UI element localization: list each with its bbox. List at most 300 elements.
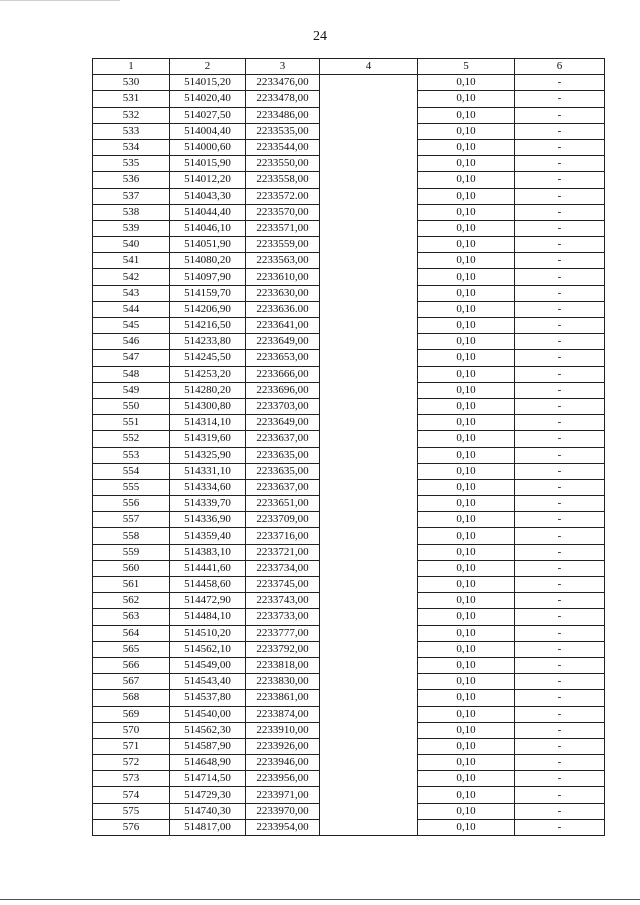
x-coordinate-cell: 514441,60 <box>170 560 246 576</box>
x-coordinate-cell: 514472,90 <box>170 593 246 609</box>
x-coordinate-cell: 514159,70 <box>170 285 246 301</box>
value-cell: 0,10 <box>418 220 515 236</box>
dash-cell: - <box>515 204 605 220</box>
column-4-cell <box>320 593 418 609</box>
column-header: 1 <box>93 59 170 75</box>
y-coordinate-cell: 2233745,00 <box>246 577 320 593</box>
point-number-cell: 550 <box>93 398 170 414</box>
point-number-cell: 559 <box>93 544 170 560</box>
y-coordinate-cell: 2233630,00 <box>246 285 320 301</box>
x-coordinate-cell: 514729,30 <box>170 787 246 803</box>
y-coordinate-cell: 2233956,00 <box>246 771 320 787</box>
table-row <box>93 350 605 366</box>
dash-cell: - <box>515 107 605 123</box>
y-coordinate-cell: 2233572.00 <box>246 188 320 204</box>
table-row <box>93 398 605 414</box>
value-cell: 0,10 <box>418 447 515 463</box>
value-cell: 0,10 <box>418 431 515 447</box>
point-number-cell: 570 <box>93 722 170 738</box>
x-coordinate-cell: 514206,90 <box>170 301 246 317</box>
column-4-cell <box>320 512 418 528</box>
dash-cell: - <box>515 690 605 706</box>
x-coordinate-cell: 514015,90 <box>170 156 246 172</box>
dash-cell: - <box>515 803 605 819</box>
table-row <box>93 285 605 301</box>
dash-cell: - <box>515 447 605 463</box>
value-cell: 0,10 <box>418 172 515 188</box>
x-coordinate-cell: 514044,40 <box>170 204 246 220</box>
x-coordinate-cell: 514245,50 <box>170 350 246 366</box>
y-coordinate-cell: 2233861,00 <box>246 690 320 706</box>
y-coordinate-cell: 2233550,00 <box>246 156 320 172</box>
value-cell: 0,10 <box>418 123 515 139</box>
column-4-cell <box>320 577 418 593</box>
table-row <box>93 803 605 819</box>
y-coordinate-cell: 2233734,00 <box>246 560 320 576</box>
x-coordinate-cell: 514648,90 <box>170 755 246 771</box>
value-cell: 0,10 <box>418 318 515 334</box>
value-cell: 0,10 <box>418 738 515 754</box>
dash-cell: - <box>515 75 605 91</box>
y-coordinate-cell: 2233721,00 <box>246 544 320 560</box>
x-coordinate-cell: 514027,50 <box>170 107 246 123</box>
y-coordinate-cell: 2233733,00 <box>246 609 320 625</box>
point-number-cell: 537 <box>93 188 170 204</box>
y-coordinate-cell: 2233946,00 <box>246 755 320 771</box>
x-coordinate-cell: 514319,60 <box>170 431 246 447</box>
x-coordinate-cell: 514336,90 <box>170 512 246 528</box>
point-number-cell: 552 <box>93 431 170 447</box>
x-coordinate-cell: 514543,40 <box>170 674 246 690</box>
dash-cell: - <box>515 285 605 301</box>
value-cell: 0,10 <box>418 382 515 398</box>
point-number-cell: 567 <box>93 674 170 690</box>
dash-cell: - <box>515 479 605 495</box>
dash-cell: - <box>515 269 605 285</box>
table-row <box>93 674 605 690</box>
value-cell: 0,10 <box>418 512 515 528</box>
dash-cell: - <box>515 641 605 657</box>
column-4-cell <box>320 803 418 819</box>
column-4-cell <box>320 738 418 754</box>
point-number-cell: 540 <box>93 237 170 253</box>
y-coordinate-cell: 2233910,00 <box>246 722 320 738</box>
coordinates-table <box>92 58 605 836</box>
x-coordinate-cell: 514020,40 <box>170 91 246 107</box>
x-coordinate-cell: 514012,20 <box>170 172 246 188</box>
table-row <box>93 738 605 754</box>
table-row <box>93 819 605 835</box>
x-coordinate-cell: 514216,50 <box>170 318 246 334</box>
column-4-cell <box>320 819 418 835</box>
value-cell: 0,10 <box>418 657 515 673</box>
point-number-cell: 532 <box>93 107 170 123</box>
value-cell: 0,10 <box>418 398 515 414</box>
point-number-cell: 572 <box>93 755 170 771</box>
dash-cell: - <box>515 787 605 803</box>
table-row <box>93 787 605 803</box>
scan-edge-line <box>0 0 120 1</box>
y-coordinate-cell: 2233544,00 <box>246 139 320 155</box>
dash-cell: - <box>515 577 605 593</box>
dash-cell: - <box>515 593 605 609</box>
column-4-cell <box>320 318 418 334</box>
table-row <box>93 188 605 204</box>
point-number-cell: 539 <box>93 220 170 236</box>
dash-cell: - <box>515 415 605 431</box>
column-4-cell <box>320 528 418 544</box>
dash-cell: - <box>515 738 605 754</box>
x-coordinate-cell: 514334,60 <box>170 479 246 495</box>
y-coordinate-cell: 2233635,00 <box>246 447 320 463</box>
x-coordinate-cell: 514359,40 <box>170 528 246 544</box>
dash-cell: - <box>515 560 605 576</box>
value-cell: 0,10 <box>418 463 515 479</box>
table-row <box>93 544 605 560</box>
value-cell: 0,10 <box>418 204 515 220</box>
y-coordinate-cell: 2233637,00 <box>246 479 320 495</box>
table-row <box>93 415 605 431</box>
x-coordinate-cell: 514280,20 <box>170 382 246 398</box>
column-4-cell <box>320 657 418 673</box>
scan-edge-line <box>0 899 640 900</box>
point-number-cell: 551 <box>93 415 170 431</box>
table-row <box>93 107 605 123</box>
table-row <box>93 204 605 220</box>
x-coordinate-cell: 514253,20 <box>170 366 246 382</box>
point-number-cell: 574 <box>93 787 170 803</box>
value-cell: 0,10 <box>418 819 515 835</box>
x-coordinate-cell: 514484,10 <box>170 609 246 625</box>
table-row <box>93 528 605 544</box>
point-number-cell: 535 <box>93 156 170 172</box>
table-row <box>93 463 605 479</box>
table-row <box>93 755 605 771</box>
value-cell: 0,10 <box>418 188 515 204</box>
point-number-cell: 554 <box>93 463 170 479</box>
column-4-cell <box>320 560 418 576</box>
column-4-cell <box>320 690 418 706</box>
y-coordinate-cell: 2233649,00 <box>246 334 320 350</box>
point-number-cell: 564 <box>93 625 170 641</box>
x-coordinate-cell: 514314,10 <box>170 415 246 431</box>
column-4-cell <box>320 496 418 512</box>
value-cell: 0,10 <box>418 285 515 301</box>
x-coordinate-cell: 514383,10 <box>170 544 246 560</box>
value-cell: 0,10 <box>418 787 515 803</box>
y-coordinate-cell: 2233703,00 <box>246 398 320 414</box>
table-row <box>93 75 605 91</box>
value-cell: 0,10 <box>418 674 515 690</box>
x-coordinate-cell: 514051,90 <box>170 237 246 253</box>
point-number-cell: 558 <box>93 528 170 544</box>
value-cell: 0,10 <box>418 560 515 576</box>
table-row <box>93 577 605 593</box>
table-row <box>93 318 605 334</box>
table-row <box>93 382 605 398</box>
column-4-cell <box>320 755 418 771</box>
value-cell: 0,10 <box>418 269 515 285</box>
dash-cell: - <box>515 819 605 835</box>
table-row <box>93 496 605 512</box>
point-number-cell: 568 <box>93 690 170 706</box>
point-number-cell: 560 <box>93 560 170 576</box>
dash-cell: - <box>515 172 605 188</box>
y-coordinate-cell: 2233478,00 <box>246 91 320 107</box>
dash-cell: - <box>515 253 605 269</box>
value-cell: 0,10 <box>418 479 515 495</box>
dash-cell: - <box>515 237 605 253</box>
point-number-cell: 561 <box>93 577 170 593</box>
dash-cell: - <box>515 318 605 334</box>
dash-cell: - <box>515 722 605 738</box>
column-4-cell <box>320 253 418 269</box>
y-coordinate-cell: 2233971,00 <box>246 787 320 803</box>
y-coordinate-cell: 2233636.00 <box>246 301 320 317</box>
value-cell: 0,10 <box>418 722 515 738</box>
table-row <box>93 139 605 155</box>
column-4-cell <box>320 350 418 366</box>
y-coordinate-cell: 2233637,00 <box>246 431 320 447</box>
column-4-cell <box>320 91 418 107</box>
y-coordinate-cell: 2233559,00 <box>246 237 320 253</box>
value-cell: 0,10 <box>418 609 515 625</box>
point-number-cell: 566 <box>93 657 170 673</box>
point-number-cell: 531 <box>93 91 170 107</box>
value-cell: 0,10 <box>418 253 515 269</box>
table-row <box>93 220 605 236</box>
value-cell: 0,10 <box>418 577 515 593</box>
table-header-row <box>93 59 605 75</box>
value-cell: 0,10 <box>418 91 515 107</box>
value-cell: 0,10 <box>418 803 515 819</box>
column-4-cell <box>320 301 418 317</box>
point-number-cell: 573 <box>93 771 170 787</box>
point-number-cell: 543 <box>93 285 170 301</box>
y-coordinate-cell: 2233570,00 <box>246 204 320 220</box>
column-4-cell <box>320 123 418 139</box>
column-header: 2 <box>170 59 246 75</box>
dash-cell: - <box>515 674 605 690</box>
x-coordinate-cell: 514562,10 <box>170 641 246 657</box>
value-cell: 0,10 <box>418 301 515 317</box>
y-coordinate-cell: 2233558,00 <box>246 172 320 188</box>
x-coordinate-cell: 514714,50 <box>170 771 246 787</box>
y-coordinate-cell: 2233970,00 <box>246 803 320 819</box>
point-number-cell: 536 <box>93 172 170 188</box>
table-row <box>93 156 605 172</box>
dash-cell: - <box>515 528 605 544</box>
y-coordinate-cell: 2233830,00 <box>246 674 320 690</box>
value-cell: 0,10 <box>418 641 515 657</box>
x-coordinate-cell: 514004,40 <box>170 123 246 139</box>
dash-cell: - <box>515 657 605 673</box>
value-cell: 0,10 <box>418 771 515 787</box>
dash-cell: - <box>515 625 605 641</box>
column-4-cell <box>320 641 418 657</box>
column-header: 6 <box>515 59 605 75</box>
table-row <box>93 625 605 641</box>
y-coordinate-cell: 2233709,00 <box>246 512 320 528</box>
x-coordinate-cell: 514325,90 <box>170 447 246 463</box>
table-row <box>93 641 605 657</box>
dash-cell: - <box>515 512 605 528</box>
point-number-cell: 530 <box>93 75 170 91</box>
column-4-cell <box>320 447 418 463</box>
point-number-cell: 562 <box>93 593 170 609</box>
dash-cell: - <box>515 463 605 479</box>
dash-cell: - <box>515 706 605 722</box>
table-row <box>93 91 605 107</box>
column-4-cell <box>320 463 418 479</box>
point-number-cell: 534 <box>93 139 170 155</box>
x-coordinate-cell: 514046,10 <box>170 220 246 236</box>
value-cell: 0,10 <box>418 107 515 123</box>
x-coordinate-cell: 514540,00 <box>170 706 246 722</box>
point-number-cell: 557 <box>93 512 170 528</box>
dash-cell: - <box>515 366 605 382</box>
x-coordinate-cell: 514537,80 <box>170 690 246 706</box>
table-row <box>93 593 605 609</box>
x-coordinate-cell: 514233,80 <box>170 334 246 350</box>
dash-cell: - <box>515 382 605 398</box>
y-coordinate-cell: 2233476,00 <box>246 75 320 91</box>
table-row <box>93 690 605 706</box>
dash-cell: - <box>515 496 605 512</box>
column-4-cell <box>320 706 418 722</box>
column-4-cell <box>320 156 418 172</box>
point-number-cell: 563 <box>93 609 170 625</box>
column-4-cell <box>320 237 418 253</box>
table-row <box>93 609 605 625</box>
column-4-cell <box>320 204 418 220</box>
dash-cell: - <box>515 609 605 625</box>
page-number: 24 <box>313 29 327 44</box>
table-row <box>93 237 605 253</box>
point-number-cell: 553 <box>93 447 170 463</box>
column-4-cell <box>320 771 418 787</box>
value-cell: 0,10 <box>418 366 515 382</box>
dash-cell: - <box>515 91 605 107</box>
column-4-cell <box>320 544 418 560</box>
column-4-cell <box>320 479 418 495</box>
x-coordinate-cell: 514015,20 <box>170 75 246 91</box>
column-4-cell <box>320 382 418 398</box>
y-coordinate-cell: 2233653,00 <box>246 350 320 366</box>
table-row <box>93 706 605 722</box>
point-number-cell: 571 <box>93 738 170 754</box>
value-cell: 0,10 <box>418 139 515 155</box>
column-4-cell <box>320 609 418 625</box>
table-row <box>93 123 605 139</box>
dash-cell: - <box>515 334 605 350</box>
x-coordinate-cell: 514510,20 <box>170 625 246 641</box>
column-4-cell <box>320 625 418 641</box>
point-number-cell: 565 <box>93 641 170 657</box>
y-coordinate-cell: 2233563,00 <box>246 253 320 269</box>
column-4-cell <box>320 722 418 738</box>
value-cell: 0,10 <box>418 415 515 431</box>
y-coordinate-cell: 2233486,00 <box>246 107 320 123</box>
y-coordinate-cell: 2233651,00 <box>246 496 320 512</box>
x-coordinate-cell: 514097,90 <box>170 269 246 285</box>
point-number-cell: 538 <box>93 204 170 220</box>
dash-cell: - <box>515 431 605 447</box>
column-header: 4 <box>320 59 418 75</box>
y-coordinate-cell: 2233641,00 <box>246 318 320 334</box>
value-cell: 0,10 <box>418 755 515 771</box>
value-cell: 0,10 <box>418 496 515 512</box>
point-number-cell: 546 <box>93 334 170 350</box>
value-cell: 0,10 <box>418 528 515 544</box>
column-4-cell <box>320 415 418 431</box>
table-row <box>93 366 605 382</box>
table-row <box>93 722 605 738</box>
point-number-cell: 545 <box>93 318 170 334</box>
column-4-cell <box>320 75 418 91</box>
column-4-cell <box>320 334 418 350</box>
dash-cell: - <box>515 220 605 236</box>
column-4-cell <box>320 674 418 690</box>
value-cell: 0,10 <box>418 334 515 350</box>
y-coordinate-cell: 2233874,00 <box>246 706 320 722</box>
table-row <box>93 269 605 285</box>
column-4-cell <box>320 107 418 123</box>
table-body <box>93 75 605 836</box>
point-number-cell: 548 <box>93 366 170 382</box>
table-row <box>93 172 605 188</box>
point-number-cell: 544 <box>93 301 170 317</box>
x-coordinate-cell: 514080,20 <box>170 253 246 269</box>
y-coordinate-cell: 2233954,00 <box>246 819 320 835</box>
dash-cell: - <box>515 544 605 560</box>
column-4-cell <box>320 398 418 414</box>
point-number-cell: 549 <box>93 382 170 398</box>
point-number-cell: 547 <box>93 350 170 366</box>
value-cell: 0,10 <box>418 544 515 560</box>
value-cell: 0,10 <box>418 593 515 609</box>
column-header: 5 <box>418 59 515 75</box>
table-row <box>93 479 605 495</box>
x-coordinate-cell: 514000,60 <box>170 139 246 155</box>
y-coordinate-cell: 2233926,00 <box>246 738 320 754</box>
point-number-cell: 541 <box>93 253 170 269</box>
table-row <box>93 431 605 447</box>
x-coordinate-cell: 514043,30 <box>170 188 246 204</box>
dash-cell: - <box>515 188 605 204</box>
point-number-cell: 542 <box>93 269 170 285</box>
y-coordinate-cell: 2233649,00 <box>246 415 320 431</box>
value-cell: 0,10 <box>418 690 515 706</box>
column-4-cell <box>320 285 418 301</box>
table-row <box>93 301 605 317</box>
point-number-cell: 533 <box>93 123 170 139</box>
dash-cell: - <box>515 771 605 787</box>
dash-cell: - <box>515 350 605 366</box>
x-coordinate-cell: 514740,30 <box>170 803 246 819</box>
point-number-cell: 555 <box>93 479 170 495</box>
y-coordinate-cell: 2233635,00 <box>246 463 320 479</box>
table-row <box>93 771 605 787</box>
table-row <box>93 253 605 269</box>
column-4-cell <box>320 139 418 155</box>
column-4-cell <box>320 366 418 382</box>
table-row <box>93 560 605 576</box>
value-cell: 0,10 <box>418 156 515 172</box>
y-coordinate-cell: 2233666,00 <box>246 366 320 382</box>
x-coordinate-cell: 514339,70 <box>170 496 246 512</box>
x-coordinate-cell: 514587,90 <box>170 738 246 754</box>
